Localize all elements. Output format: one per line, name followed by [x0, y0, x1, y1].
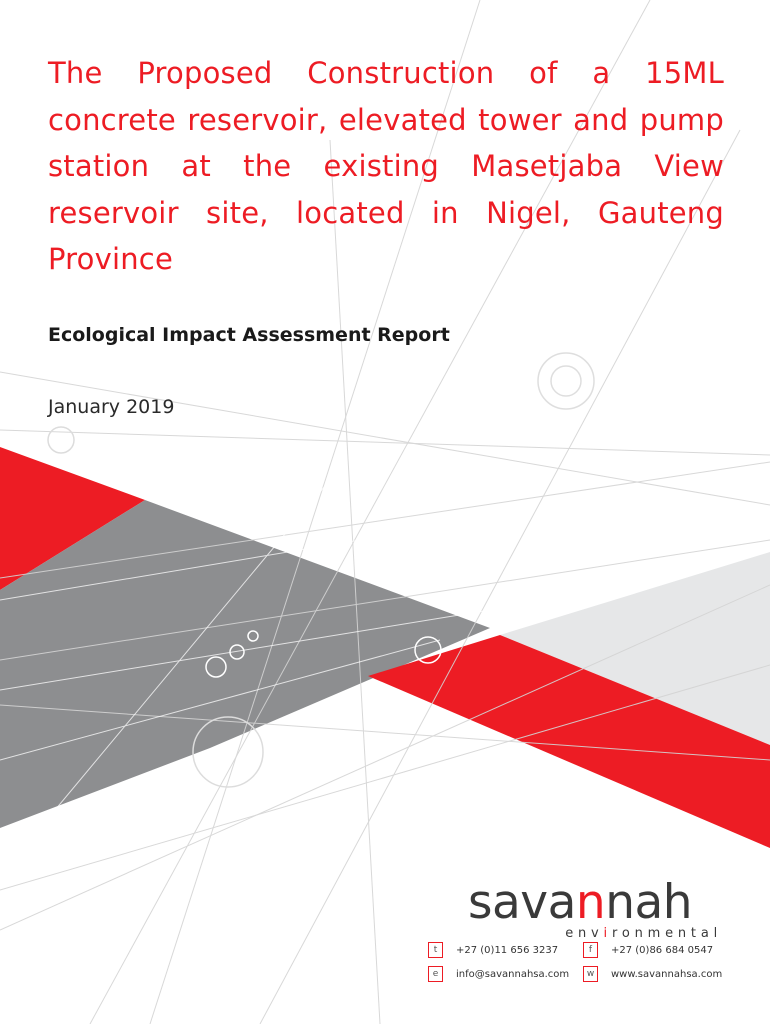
phone-number: +27 (0)11 656 3237 — [456, 944, 559, 956]
contact-column-right — [583, 941, 722, 983]
web-address: www.savannahsa.com — [611, 968, 723, 980]
tag-accent: i — [603, 926, 612, 941]
contact-web — [583, 965, 722, 983]
savannah-logo — [468, 875, 722, 942]
logo-suffix: nah — [605, 875, 693, 930]
fax-icon: f — [583, 942, 598, 958]
contact-fax — [583, 941, 722, 959]
contact-column-left — [428, 941, 569, 983]
logo-accent: n — [575, 875, 606, 930]
document-subtitle: Ecological Impact Assessment Report — [48, 324, 450, 346]
phone-icon: t — [428, 942, 443, 958]
contact-email — [428, 965, 569, 983]
email-icon: e — [428, 966, 443, 982]
tag-suffix: ronmental — [611, 926, 722, 941]
tag-prefix: env — [565, 926, 604, 941]
contact-phone — [428, 941, 569, 959]
web-icon: w — [583, 966, 598, 982]
email-address: info@savannahsa.com — [456, 968, 570, 980]
fax-number: +27 (0)86 684 0547 — [611, 944, 714, 956]
logo-wordmark — [468, 875, 722, 930]
document-date: January 2019 — [48, 396, 175, 418]
document-title: The Proposed Construction of a 15ML concrete reservoir, elevated tower and pump station at the existing Masetjaba View reservoir site, located in Nigel, Gauteng Province — [48, 56, 724, 276]
logo-prefix: sava — [468, 875, 576, 930]
